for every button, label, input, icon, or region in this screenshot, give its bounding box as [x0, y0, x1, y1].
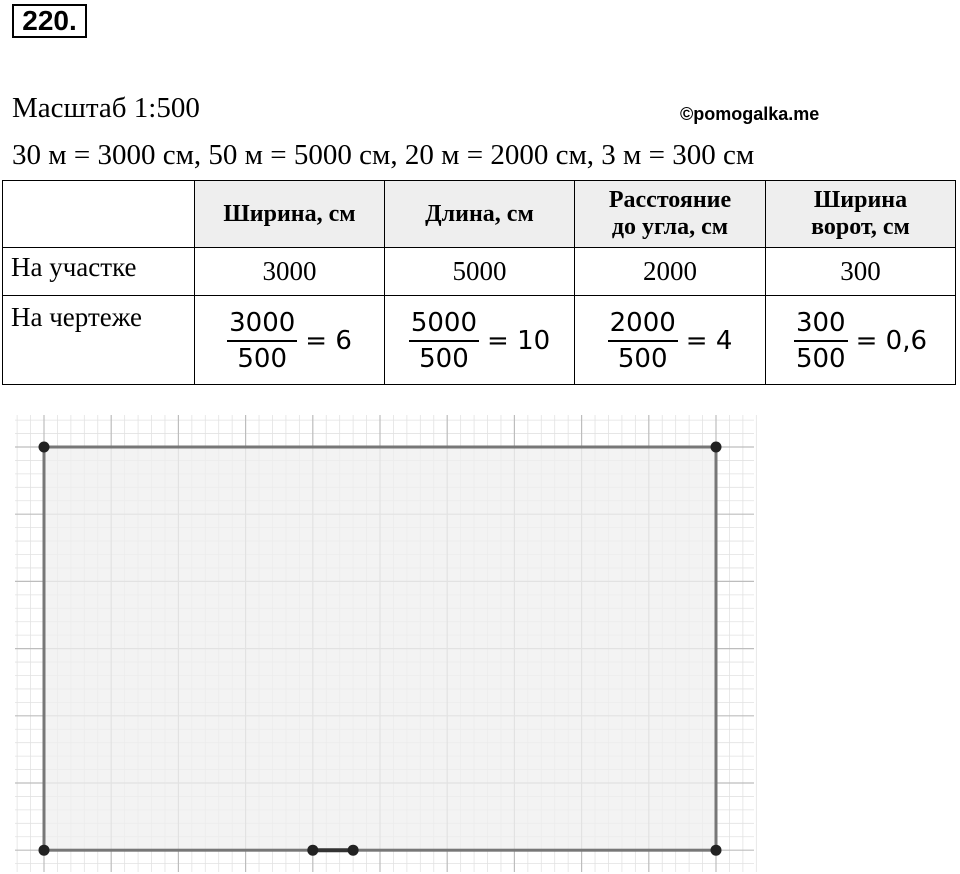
denominator: 500 — [419, 343, 469, 374]
plot-point — [39, 442, 50, 453]
column-header — [195, 181, 385, 248]
column-header — [385, 181, 575, 248]
plot-point — [39, 845, 50, 856]
table-row — [3, 248, 956, 296]
denominator: 500 — [617, 343, 668, 374]
column-header-text: Длина, см — [425, 200, 534, 227]
plot-point — [307, 845, 318, 856]
grid-drawing — [0, 400, 760, 874]
column-header-text: ворот, см — [811, 214, 910, 240]
denominator: 500 — [237, 343, 288, 374]
fraction-result: = 6 — [305, 325, 352, 356]
table-corner-cell — [3, 181, 195, 248]
watermark: ©pomogalka.me — [680, 104, 820, 124]
column-header — [575, 181, 766, 248]
table-cell: 5000 — [385, 248, 575, 296]
problem-number: 220. — [12, 4, 87, 38]
column-header-text: Расстояние — [608, 187, 732, 213]
numerator: 2000 — [608, 308, 678, 342]
numerator: 5000 — [409, 308, 479, 342]
plot-point — [711, 845, 722, 856]
unit-conversions: 30 м = 3000 см, 50 м = 5000 см, 20 м = 2000 см, 3 м = 300 см — [12, 139, 755, 171]
table-cell — [766, 296, 956, 385]
column-header — [766, 181, 956, 248]
row-label: На участке — [3, 248, 195, 296]
scale-table — [2, 180, 956, 385]
table-cell: 2000 — [575, 248, 766, 296]
fraction-expression — [608, 308, 733, 374]
table-header-row — [3, 181, 956, 248]
plot-rectangle — [44, 447, 716, 850]
numerator: 300 — [794, 308, 848, 342]
table-cell — [385, 296, 575, 385]
fraction-expression — [794, 308, 927, 374]
fraction-result: = 0,6 — [855, 325, 928, 356]
fraction-result: = 10 — [487, 325, 551, 356]
fraction-result: = 4 — [685, 325, 733, 356]
row-label: На чертеже — [3, 296, 195, 385]
fraction-expression — [409, 308, 550, 374]
table-cell — [575, 296, 766, 385]
column-header-text: Ширина, см — [223, 200, 356, 227]
scale-label: Масштаб 1:500 — [12, 92, 200, 124]
column-header-text: до угла, см — [611, 214, 729, 240]
column-header-text: Ширина — [813, 187, 908, 213]
plot-point — [348, 845, 359, 856]
table-row — [3, 296, 956, 385]
table-cell — [195, 296, 385, 385]
plot-point — [711, 442, 722, 453]
denominator: 500 — [795, 343, 846, 374]
fraction-expression — [227, 308, 352, 374]
table-cell: 300 — [766, 248, 956, 296]
table-cell: 3000 — [195, 248, 385, 296]
numerator: 3000 — [227, 308, 297, 342]
